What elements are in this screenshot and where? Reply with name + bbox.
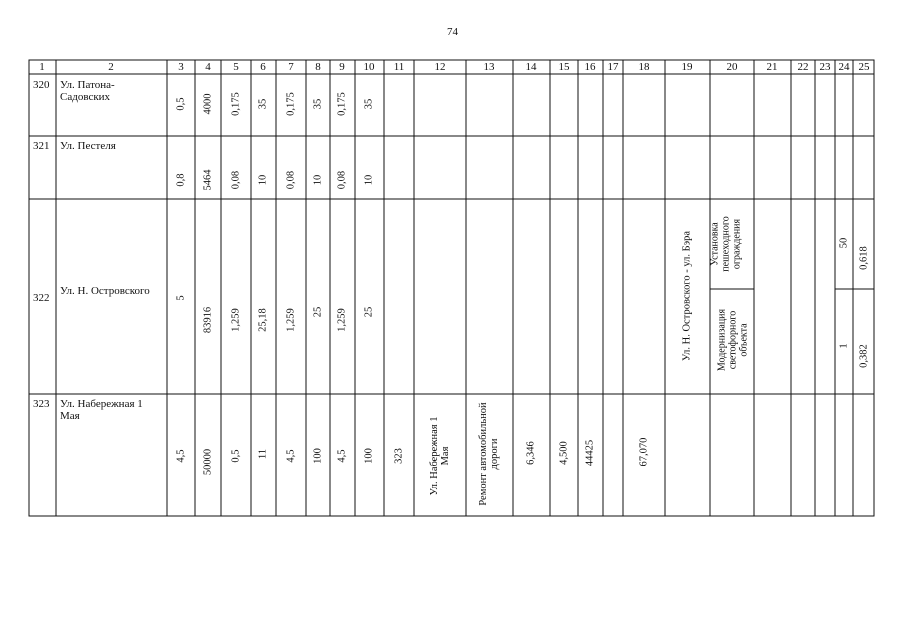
table-cell: 1,259 — [230, 308, 242, 332]
column-header: 4 — [205, 61, 211, 73]
column-header: 20 — [726, 61, 738, 73]
page-number: 74 — [447, 26, 458, 38]
table-cell: 35 — [363, 98, 375, 110]
column-header: 14 — [525, 61, 537, 73]
table-cell: 0,5 — [230, 449, 242, 463]
column-header: 3 — [178, 61, 184, 73]
column-header: 7 — [288, 61, 294, 73]
table-cell: 100 — [363, 448, 375, 464]
table-cell: 10 — [257, 174, 269, 186]
table-cell: 0,5 — [175, 97, 187, 111]
work-type: Модернизация светофорного объекта — [716, 308, 750, 372]
table-cell: 25 — [312, 306, 324, 318]
column-header: 5 — [233, 61, 239, 73]
table-cell: 0,175 — [336, 92, 348, 116]
table-cell: 4,5 — [175, 449, 187, 463]
column-header: 17 — [607, 61, 619, 73]
table-cell: 83916 — [202, 306, 214, 334]
table-cell: 10 — [312, 174, 324, 186]
column-header: 19 — [681, 61, 693, 73]
table-cell: 0,08 — [230, 170, 242, 190]
column-header: 1 — [39, 61, 45, 73]
table-cell: 35 — [312, 98, 324, 110]
table-cell: 44425 — [584, 439, 596, 467]
work-type: Установка пешеходного ограждения — [709, 216, 743, 272]
table-cell: 0,8 — [175, 173, 187, 187]
column-header: 15 — [558, 61, 570, 73]
table-cell: 1,259 — [285, 308, 297, 332]
table-cell: 0,175 — [230, 92, 242, 116]
column-header: 8 — [315, 61, 321, 73]
table-cell: 67,070 — [638, 437, 650, 467]
column-header: 25 — [858, 61, 870, 73]
street-name: Ул. Пестеля — [60, 140, 116, 152]
column-header: 10 — [363, 61, 375, 73]
table-cell: 1,259 — [336, 308, 348, 332]
work-type: Ремонт автомобильной дороги — [478, 402, 500, 506]
street-name: Ул. Н. Островского — [60, 285, 150, 297]
table-cell: 5464 — [202, 169, 214, 191]
table-cell: 0,618 — [858, 246, 870, 270]
table-cell: 35 — [257, 98, 269, 110]
column-header: 18 — [638, 61, 650, 73]
table-cell: 11 — [257, 448, 269, 460]
column-header: 13 — [483, 61, 495, 73]
table-cell: 6,346 — [525, 441, 537, 465]
column-header: 2 — [108, 61, 114, 73]
row-number: 323 — [33, 398, 50, 410]
table-cell: 4,5 — [336, 449, 348, 463]
column-header: 24 — [838, 61, 850, 73]
column-header: 16 — [584, 61, 596, 73]
table-cell: 0,382 — [858, 344, 870, 368]
table-cell: 5 — [175, 295, 187, 301]
table-cell: 323 — [393, 448, 405, 464]
table-cell: 50000 — [202, 448, 214, 476]
table-cell: 4,5 — [285, 449, 297, 463]
column-header: 12 — [434, 61, 446, 73]
column-header: 23 — [819, 61, 831, 73]
table-cell: 10 — [363, 174, 375, 186]
table-cell: 25 — [363, 306, 375, 318]
table-cell: 4000 — [202, 93, 214, 115]
row-number: 322 — [33, 292, 50, 304]
column-header: 6 — [260, 61, 266, 73]
column-header: 11 — [393, 61, 405, 73]
table-cell: 50 — [838, 237, 850, 249]
section-description: Ул. Н. Островского - ул. Бэра — [681, 230, 693, 362]
table-cell: 0,08 — [285, 170, 297, 190]
section-description: Ул. Набережная 1 Мая — [429, 416, 451, 496]
table-cell: 0,08 — [336, 170, 348, 190]
column-header: 9 — [339, 61, 345, 73]
table-cell: 100 — [312, 448, 324, 464]
table-cell: 0,175 — [285, 92, 297, 116]
table-cell: 4,500 — [558, 441, 570, 465]
table-cell: 25,18 — [257, 308, 269, 332]
table-cell: 1 — [838, 343, 850, 349]
street-name: Ул. Набережная 1 Мая — [60, 398, 143, 422]
column-header: 21 — [766, 61, 778, 73]
row-number: 321 — [33, 140, 50, 152]
row-number: 320 — [33, 79, 50, 91]
column-header: 22 — [797, 61, 809, 73]
street-name: Ул. Патона-Садовских — [60, 79, 115, 103]
